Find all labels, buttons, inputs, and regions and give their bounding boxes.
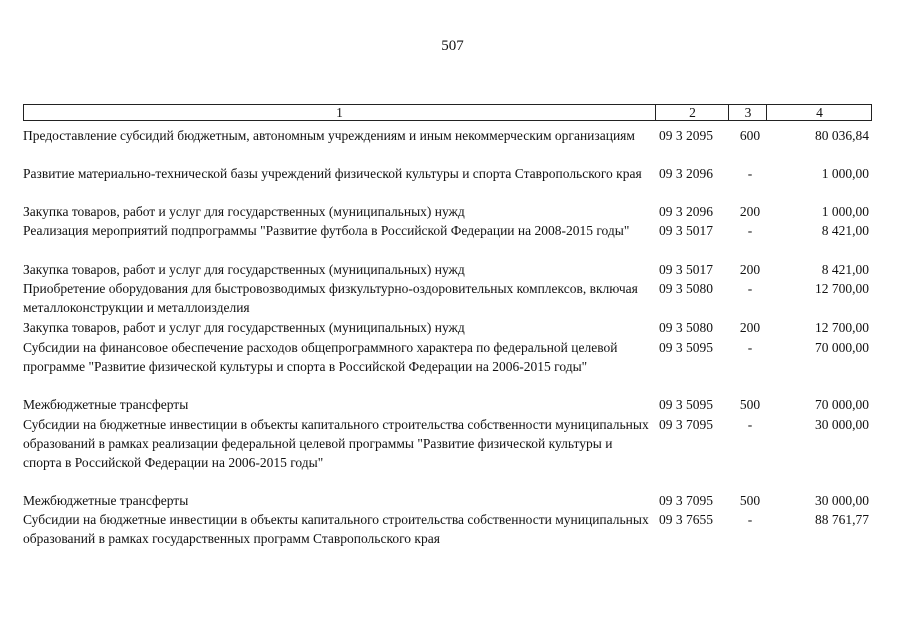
row-type: - (747, 340, 753, 355)
row-name: Приобретение оборудования для быстровозводимых физкультурно-оздоровительных комплексов, включая металлоконструкции и металлоизделия (23, 281, 638, 315)
row-code: 09 3 2096 (659, 166, 713, 181)
header-col-2: 2 (655, 105, 729, 120)
row-code: 09 3 7095 (659, 493, 713, 508)
row-type: - (747, 281, 753, 296)
row-type: 200 (739, 204, 761, 219)
row-amount: 12 700,00 (815, 281, 869, 296)
row-amount: 70 000,00 (815, 340, 869, 355)
row-name: Закупка товаров, работ и услуг для государственных (муниципальных) нужд (23, 262, 465, 277)
row-name: Развитие материально-технической базы учреждений физической культуры и спорта Ставропольского края (23, 166, 642, 181)
row-type: 200 (739, 262, 761, 277)
row-type: 200 (739, 320, 761, 335)
row-amount: 30 000,00 (815, 417, 869, 432)
row-amount: 8 421,00 (821, 223, 869, 238)
row-name: Межбюджетные трансферты (23, 493, 189, 508)
row-code: 09 3 7655 (659, 512, 713, 527)
row-amount: 80 036,84 (815, 128, 869, 143)
row-code: 09 3 7095 (659, 417, 713, 432)
row-name: Субсидии на бюджетные инвестиции в объекты капитального строительства собственности муниципальных образований в рамках реализации федеральной целевой программы "Развитие физической культуры и спорта в Российской Федерации на 2006-2015 годы" (23, 417, 649, 470)
row-amount: 1 000,00 (821, 204, 869, 219)
row-amount: 30 000,00 (815, 493, 869, 508)
row-code: 09 3 5017 (659, 262, 713, 277)
row-amount: 1 000,00 (821, 166, 869, 181)
page-number: 507 (441, 38, 464, 54)
row-name: Субсидии на бюджетные инвестиции в объекты капитального строительства собственности муниципальных образований в рамках государственных программ Ставропольского края (23, 512, 649, 546)
row-name: Межбюджетные трансферты (23, 397, 189, 412)
row-name: Закупка товаров, работ и услуг для государственных (муниципальных) нужд (23, 320, 465, 335)
header-col-3: 3 (728, 105, 767, 120)
row-name: Субсидии на финансовое обеспечение расходов общепрограммного характера по федеральной целевой программе "Развитие физической культуры и спорта в Российской Федерации на 2006-2015 годы" (23, 340, 618, 374)
header-col-1: 1 (336, 105, 343, 120)
row-type: - (747, 417, 753, 432)
row-type: 500 (739, 493, 761, 508)
row-amount: 70 000,00 (815, 397, 869, 412)
row-amount: 8 421,00 (821, 262, 869, 277)
row-code: 09 3 2095 (659, 128, 713, 143)
row-code: 09 3 5095 (659, 340, 713, 355)
row-code: 09 3 5095 (659, 397, 713, 412)
row-name: Предоставление субсидий бюджетным, автономным учреждениям и иным некоммерческим организациям (23, 128, 635, 143)
row-code: 09 3 2096 (659, 204, 713, 219)
row-type: - (747, 223, 753, 238)
row-amount: 88 761,77 (815, 512, 869, 527)
row-code: 09 3 5017 (659, 223, 713, 238)
row-type: - (747, 166, 753, 181)
row-type: 500 (739, 397, 761, 412)
row-code: 09 3 5080 (659, 320, 713, 335)
row-type: - (747, 512, 753, 527)
row-type: 600 (739, 128, 761, 143)
row-name: Реализация мероприятий подпрограммы "Развитие футбола в Российской Федерации на 2008-2015 годы" (23, 223, 630, 238)
row-amount: 12 700,00 (815, 320, 869, 335)
row-code: 09 3 5080 (659, 281, 713, 296)
row-name: Закупка товаров, работ и услуг для государственных (муниципальных) нужд (23, 204, 465, 219)
header-col-4: 4 (766, 105, 872, 120)
table-header (23, 104, 872, 121)
